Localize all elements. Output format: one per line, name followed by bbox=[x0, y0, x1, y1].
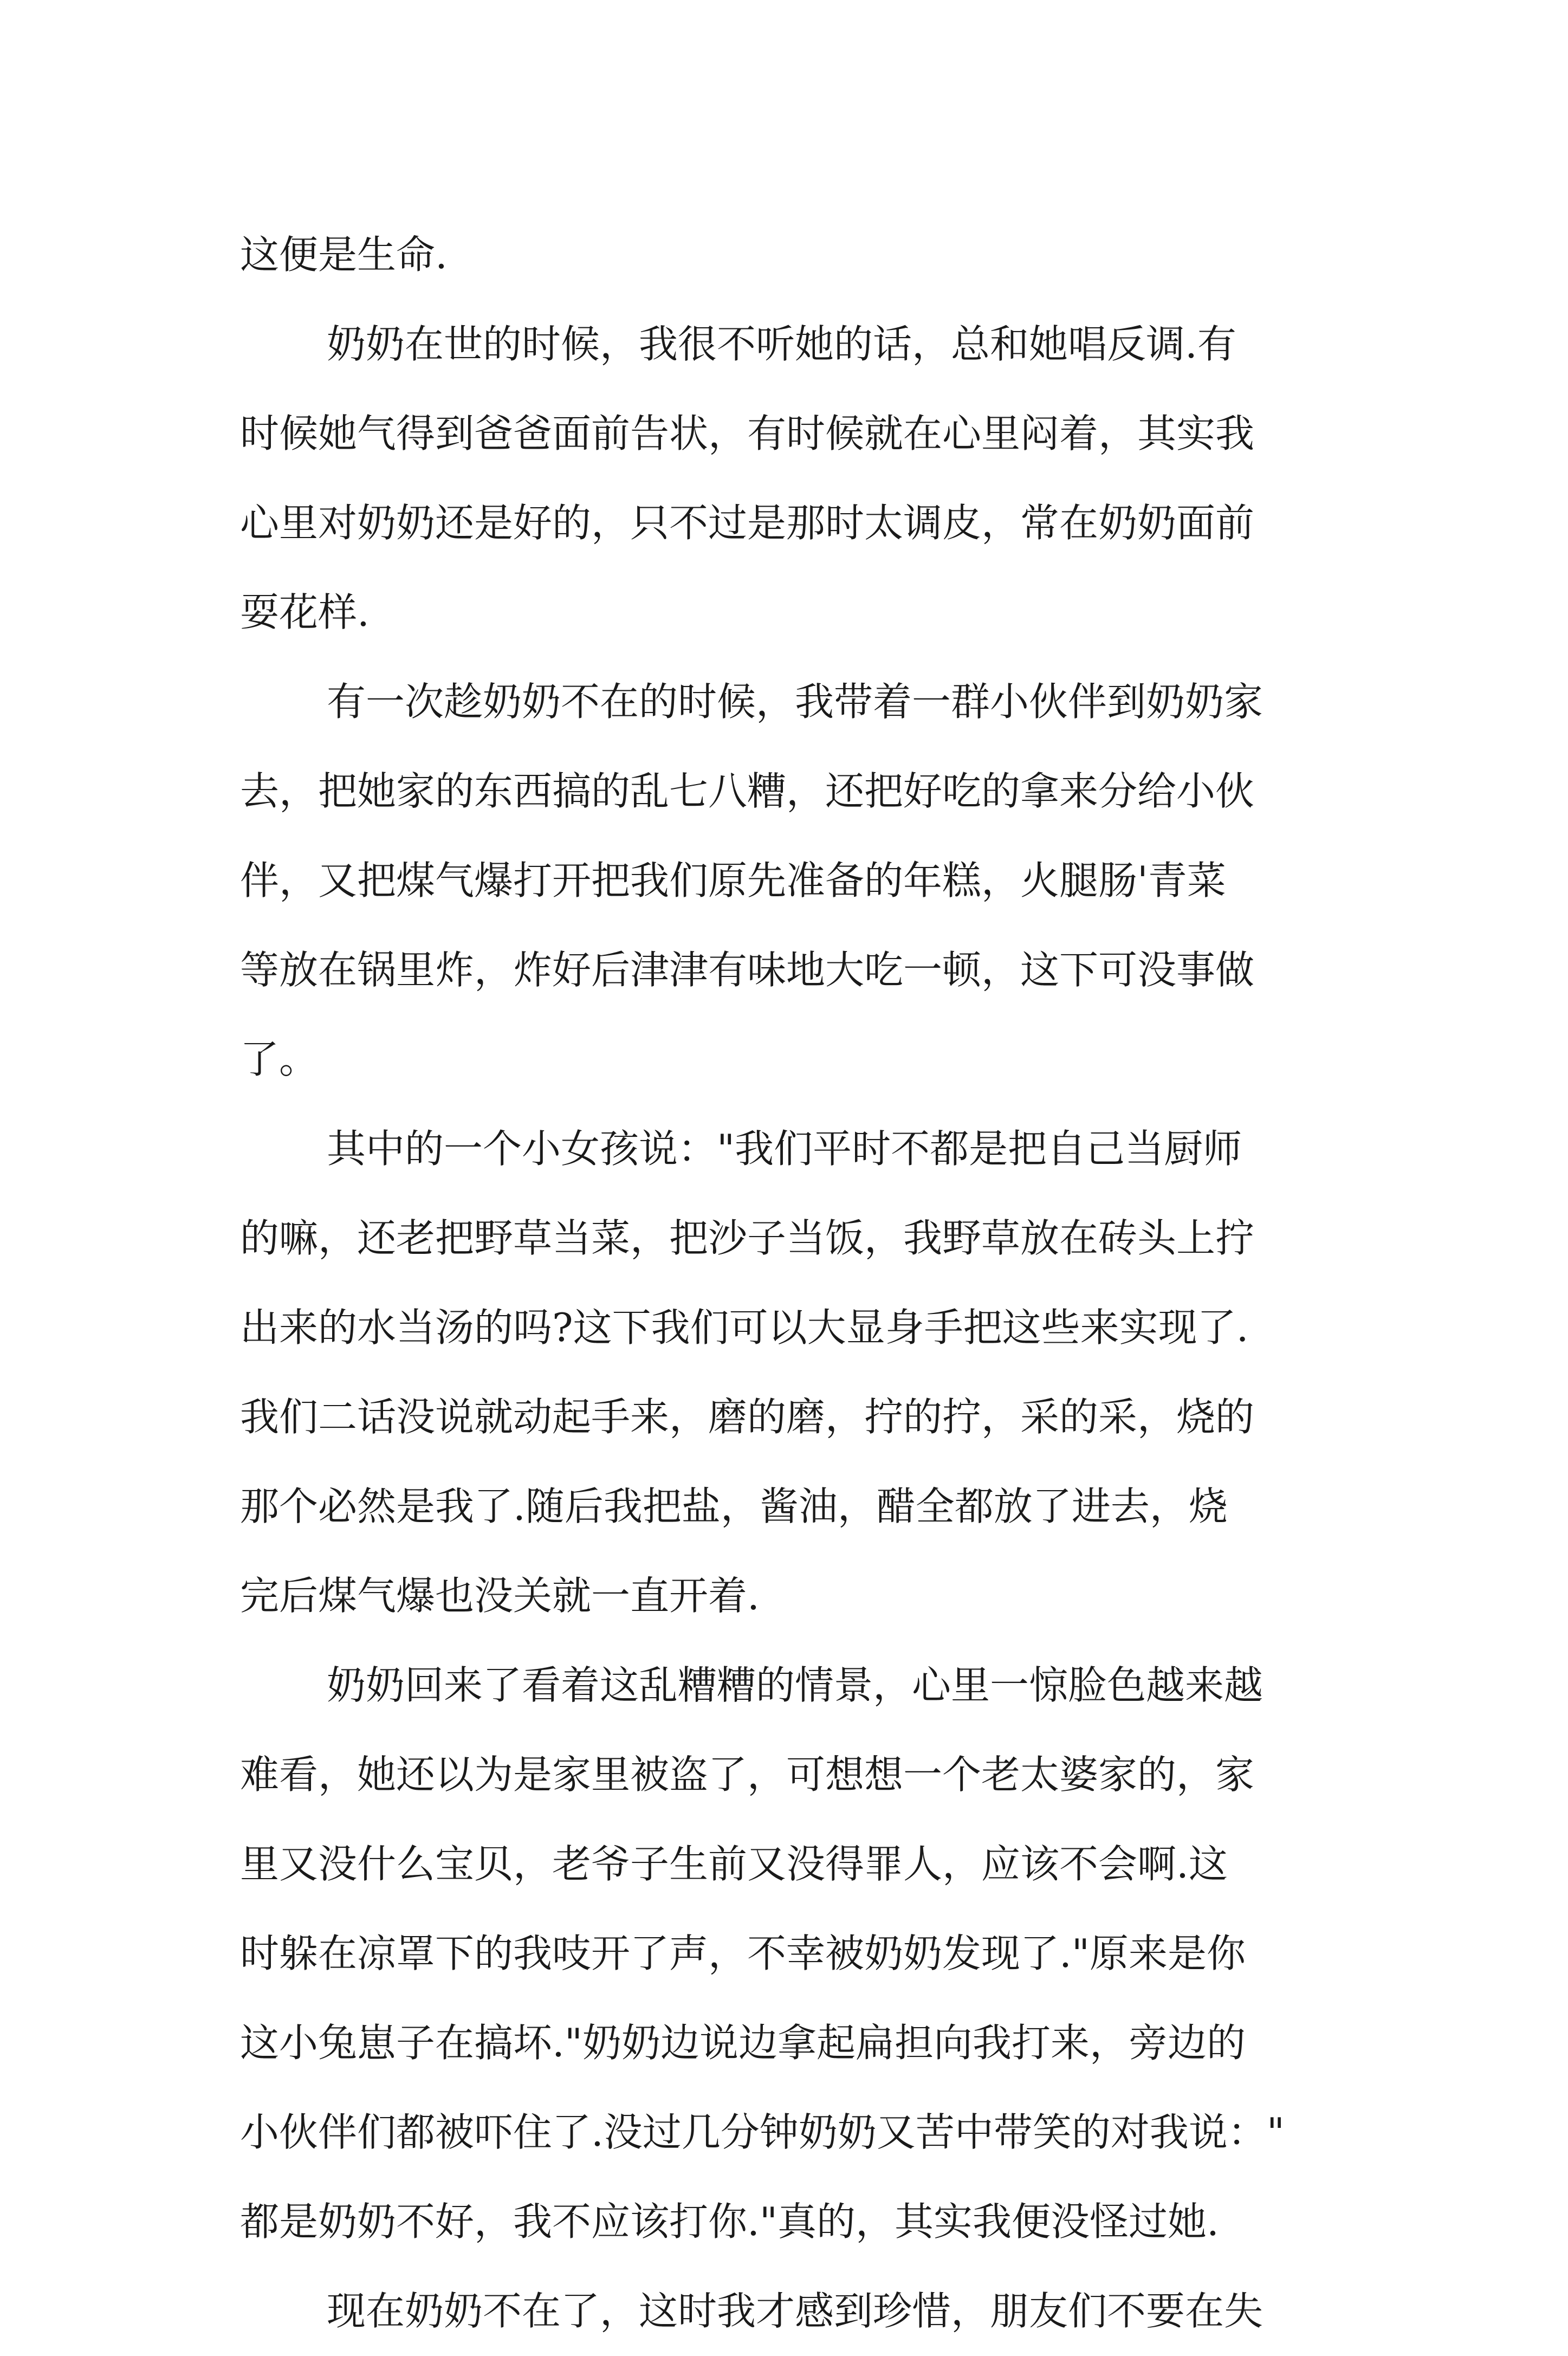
text-line: 奶奶回来了看着这乱糟糟的情景，心里一惊脸色越来越 bbox=[327, 1662, 1264, 1708]
text-line: 去，把她家的东西搞的乱七八糟，还把好吃的拿来分给小伙 bbox=[240, 768, 1255, 814]
text-line: 了。 bbox=[240, 1037, 319, 1082]
text-line: 等放在锅里炸，炸好后津津有味地大吃一顿，这下可没事做 bbox=[240, 947, 1255, 993]
text-line: 其中的一个小女孩说："我们平时不都是把自己当厨师 bbox=[327, 1126, 1242, 1171]
text-line: 的嘛，还老把野草当菜，把沙子当饭，我野草放在砖头上拧 bbox=[240, 1215, 1255, 1261]
text-line: 这便是生命. bbox=[240, 232, 448, 277]
text-line: 都是奶奶不好，我不应该打你."真的，其实我便没怪过她. bbox=[240, 2199, 1219, 2244]
text-line: 现在奶奶不在了，这时我才感到珍惜，朋友们不要在失 bbox=[327, 2288, 1264, 2334]
text-line: 那个必然是我了.随后我把盐，酱油，醋全都放了进去，烧 bbox=[240, 1484, 1228, 1529]
text-line: 伴，又把煤气爆打开把我们原先准备的年糕，火腿肠'青菜 bbox=[240, 858, 1226, 903]
text-line: 完后煤气爆也没关就一直开着. bbox=[240, 1573, 760, 1619]
text-line: 奶奶在世的时候，我很不听她的话，总和她唱反调.有 bbox=[327, 321, 1236, 367]
body-text bbox=[240, 210, 1378, 2356]
text-line: 时候她气得到爸爸面前告状，有时候就在心里闷着，其实我 bbox=[240, 411, 1255, 456]
text-line: 心里对奶奶还是好的，只不过是那时太调皮，常在奶奶面前 bbox=[240, 500, 1255, 546]
text-line: 里又没什么宝贝，老爷子生前又没得罪人，应该不会啊.这 bbox=[240, 1841, 1228, 1887]
text-line: 耍花样. bbox=[240, 590, 370, 635]
text-line: 时躲在凉罩下的我吱开了声，不幸被奶奶发现了."原来是你 bbox=[240, 1931, 1246, 1976]
text-line: 这小兔崽子在搞坏."奶奶边说边拿起扁担向我打来，旁边的 bbox=[240, 2020, 1246, 2066]
text-line: 出来的水当汤的吗?这下我们可以大显身手把这些来实现了. bbox=[240, 1305, 1249, 1350]
text-line: 小伙伴们都被吓住了.没过几分钟奶奶又苦中带笑的对我说：" bbox=[240, 2109, 1285, 2155]
text-line: 难看，她还以为是家里被盗了，可想想一个老太婆家的，家 bbox=[240, 1752, 1255, 1797]
text-line: 有一次趁奶奶不在的时候，我带着一群小伙伴到奶奶家 bbox=[327, 679, 1264, 724]
text-line: 我们二话没说就动起手来，磨的磨，拧的拧，采的采，烧的 bbox=[240, 1394, 1255, 1440]
